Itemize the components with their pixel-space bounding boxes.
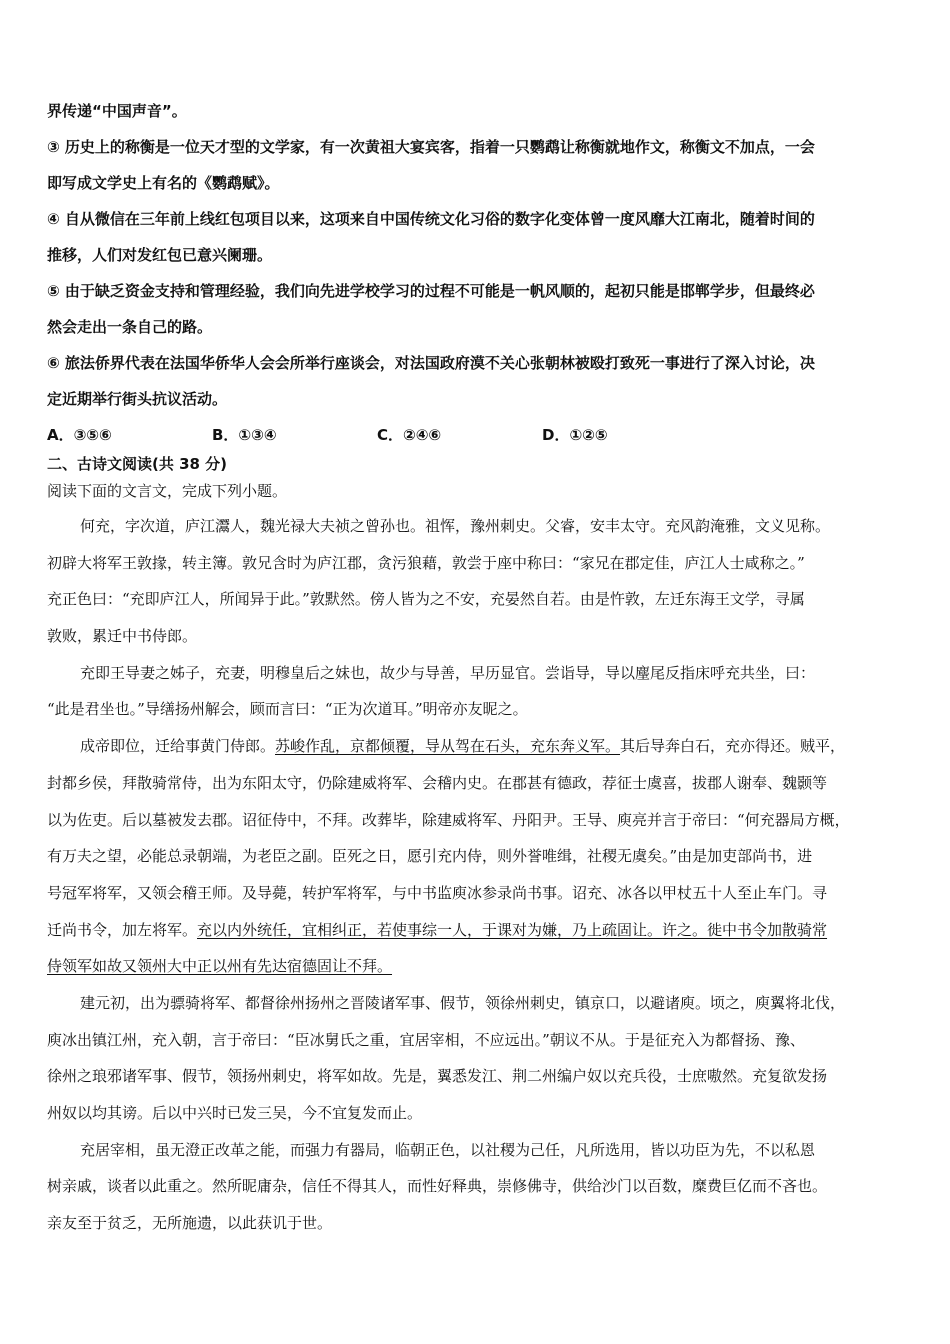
passage-line: 州奴以均其谤。后以中兴时已发三吴，今不宜复发而止。 — [47, 1104, 423, 1122]
question-line: ④ 自从微信在三年前上线红包项目以来，这项来自中国传统文化习俗的数字化变体曾一度风靡大江南北，随着时间的 — [47, 210, 815, 228]
question-line: ③ 历史上的称衡是一位天才型的文学家，有一次黄祖大宴宾客，指着一只鹦鹉让称衡就地作文，称衡文不加点，一会 — [47, 138, 815, 156]
passage-line: 初辟大将军王敦掾，转主簿。敦兄含时为庐江郡，贪污狼藉，敦尝于座中称曰：“家兄在郡定佳，庐江人士咸称之。” — [47, 553, 805, 572]
passage-line: 何充，字次道，庐江灊人，魏光禄大夫祯之曾孙也。祖恽，豫州刺史。父睿，安丰太守。充风韵淹雅，文义见称。 — [80, 517, 831, 535]
section-instruction: 阅读下面的文言文，完成下列小题。 — [47, 482, 288, 500]
passage-line: 敦败，累迁中书侍郎。 — [47, 627, 198, 646]
passage-line: “此是君坐也。”导缮扬州解会，顾而言曰：“正为次道耳。”明帝亦友昵之。 — [47, 700, 528, 719]
option-c: C．②④⑥ — [377, 426, 442, 444]
passage-line: 树亲戚，谈者以此重之。然所昵庸杂，信任不得其人，而性好释典，崇修佛寺，供给沙门以百数，糜费巨亿而不吝也。 — [47, 1177, 828, 1196]
question-line: 界传递“中国声音”。 — [47, 102, 187, 120]
passage-line: 充正色曰：“充即庐江人，所闻异于此。”敦默然。傍人皆为之不安，充晏然自若。由是忤敦，左迁东海王文学，寻属 — [47, 590, 805, 609]
passage-line: 充即王导妻之姊子，充妻，明穆皇后之妹也，故少与导善，早历显官。尝诣导，导以麈尾反指床呼充共坐，曰： — [80, 663, 816, 682]
passage-line: 亲友至于贫乏，无所施遗，以此获讥于世。 — [47, 1214, 333, 1233]
classical-passage — [47, 508, 907, 1242]
option-b: B．①③④ — [212, 426, 277, 444]
section-title: 二、古诗文阅读(共 38 分) — [47, 455, 228, 473]
question-line: 然会走出一条自己的路。 — [47, 318, 213, 336]
passage-text: 其后导奔白石，充亦得还。贼平， — [620, 737, 846, 756]
passage-line: 建元初，出为骠骑将军、都督徐州扬州之晋陵诸军事、假节，领徐州刺史，镇京口，以避诸庾。顷之，庾翼将北伐， — [80, 993, 846, 1012]
passage-line: 充居宰相，虽无澄正改革之能，而强力有器局，临朝正色，以社稷为己任，凡所选用，皆以功臣为先，不以私恩 — [80, 1140, 816, 1159]
underlined-sentence: 许之。徙中书令加散骑常 — [662, 920, 828, 939]
passage-line: 封都乡侯，拜散骑常侍，出为东阳太守，仍除建威将军、会稽内史。在郡甚有德政，荐征士虞喜，拔郡人谢奉、魏颢等 — [47, 773, 828, 792]
passage-line: 号冠军将军，又领会稽王师。及导薨，转护军将军，与中书监庾冰参录尚书事。诏充、冰各以甲杖五十人至止车门。寻 — [47, 883, 828, 902]
passage-line — [47, 948, 907, 985]
passage-line: 庾冰出镇江州，充入朝，言于帝曰：“臣冰舅氏之重，宜居宰相，不应远出。”朝议不从。于是征充入为都督扬、豫、 — [47, 1030, 805, 1049]
question-line: 即写成文学史上有名的《鹦鹉赋》。 — [47, 174, 280, 192]
question-line: 推移，人们对发红包已意兴阑珊。 — [47, 246, 273, 264]
passage-line: 徐州之琅邪诸军事、假节，领扬州刺史，将军如故。先是，翼悉发江、荆二州编户奴以充兵役，士庶嗷然。充复欲发扬 — [47, 1067, 828, 1086]
passage-line — [47, 728, 907, 765]
passage-line: 以为佐吏。后以墓被发去郡。诏征侍中，不拜。改葬毕，除建威将军、丹阳尹。王导、庾亮并言于帝曰：“何充器局方概， — [47, 810, 850, 829]
option-a: A．③⑤⑥ — [47, 426, 112, 444]
question-line: ⑥ 旅法侨界代表在法国华侨华人会会所举行座谈会，对法国政府漠不关心张朝林被殴打致死一事进行了深入讨论，决 — [47, 354, 815, 372]
passage-line — [47, 912, 907, 949]
passage-text: 迁尚书令，加左将军。 — [47, 920, 198, 939]
passage-line: 有万夫之望，必能总录朝端，为老臣之副。臣死之日，愿引充内侍，则外誉唯缉，社稷无虞矣。”由是加吏部尚书，进 — [47, 847, 813, 866]
option-d: D．①②⑤ — [542, 426, 608, 444]
underlined-sentence: 苏峻作乱，京都倾覆，导从驾在石头，充东奔义军。 — [275, 737, 621, 756]
question-block — [47, 93, 907, 453]
question-line: 定近期举行街头抗议活动。 — [47, 390, 228, 408]
question-line: ⑤ 由于缺乏资金支持和管理经验，我们向先进学校学习的过程不可能是一帆风顺的，起初只能是邯郸学步，但最终必 — [47, 282, 815, 300]
underlined-sentence: 充以内外统任，宜相纠正，若使事综一人，于课对为嫌，乃上疏固让。 — [197, 920, 663, 939]
underlined-sentence: 侍领军如故又领州大中正以州有先达宿德固让不拜。 — [47, 957, 393, 976]
answer-options — [47, 417, 907, 453]
passage-text: 成帝即位，迁给事黄门侍郎。 — [80, 737, 276, 756]
